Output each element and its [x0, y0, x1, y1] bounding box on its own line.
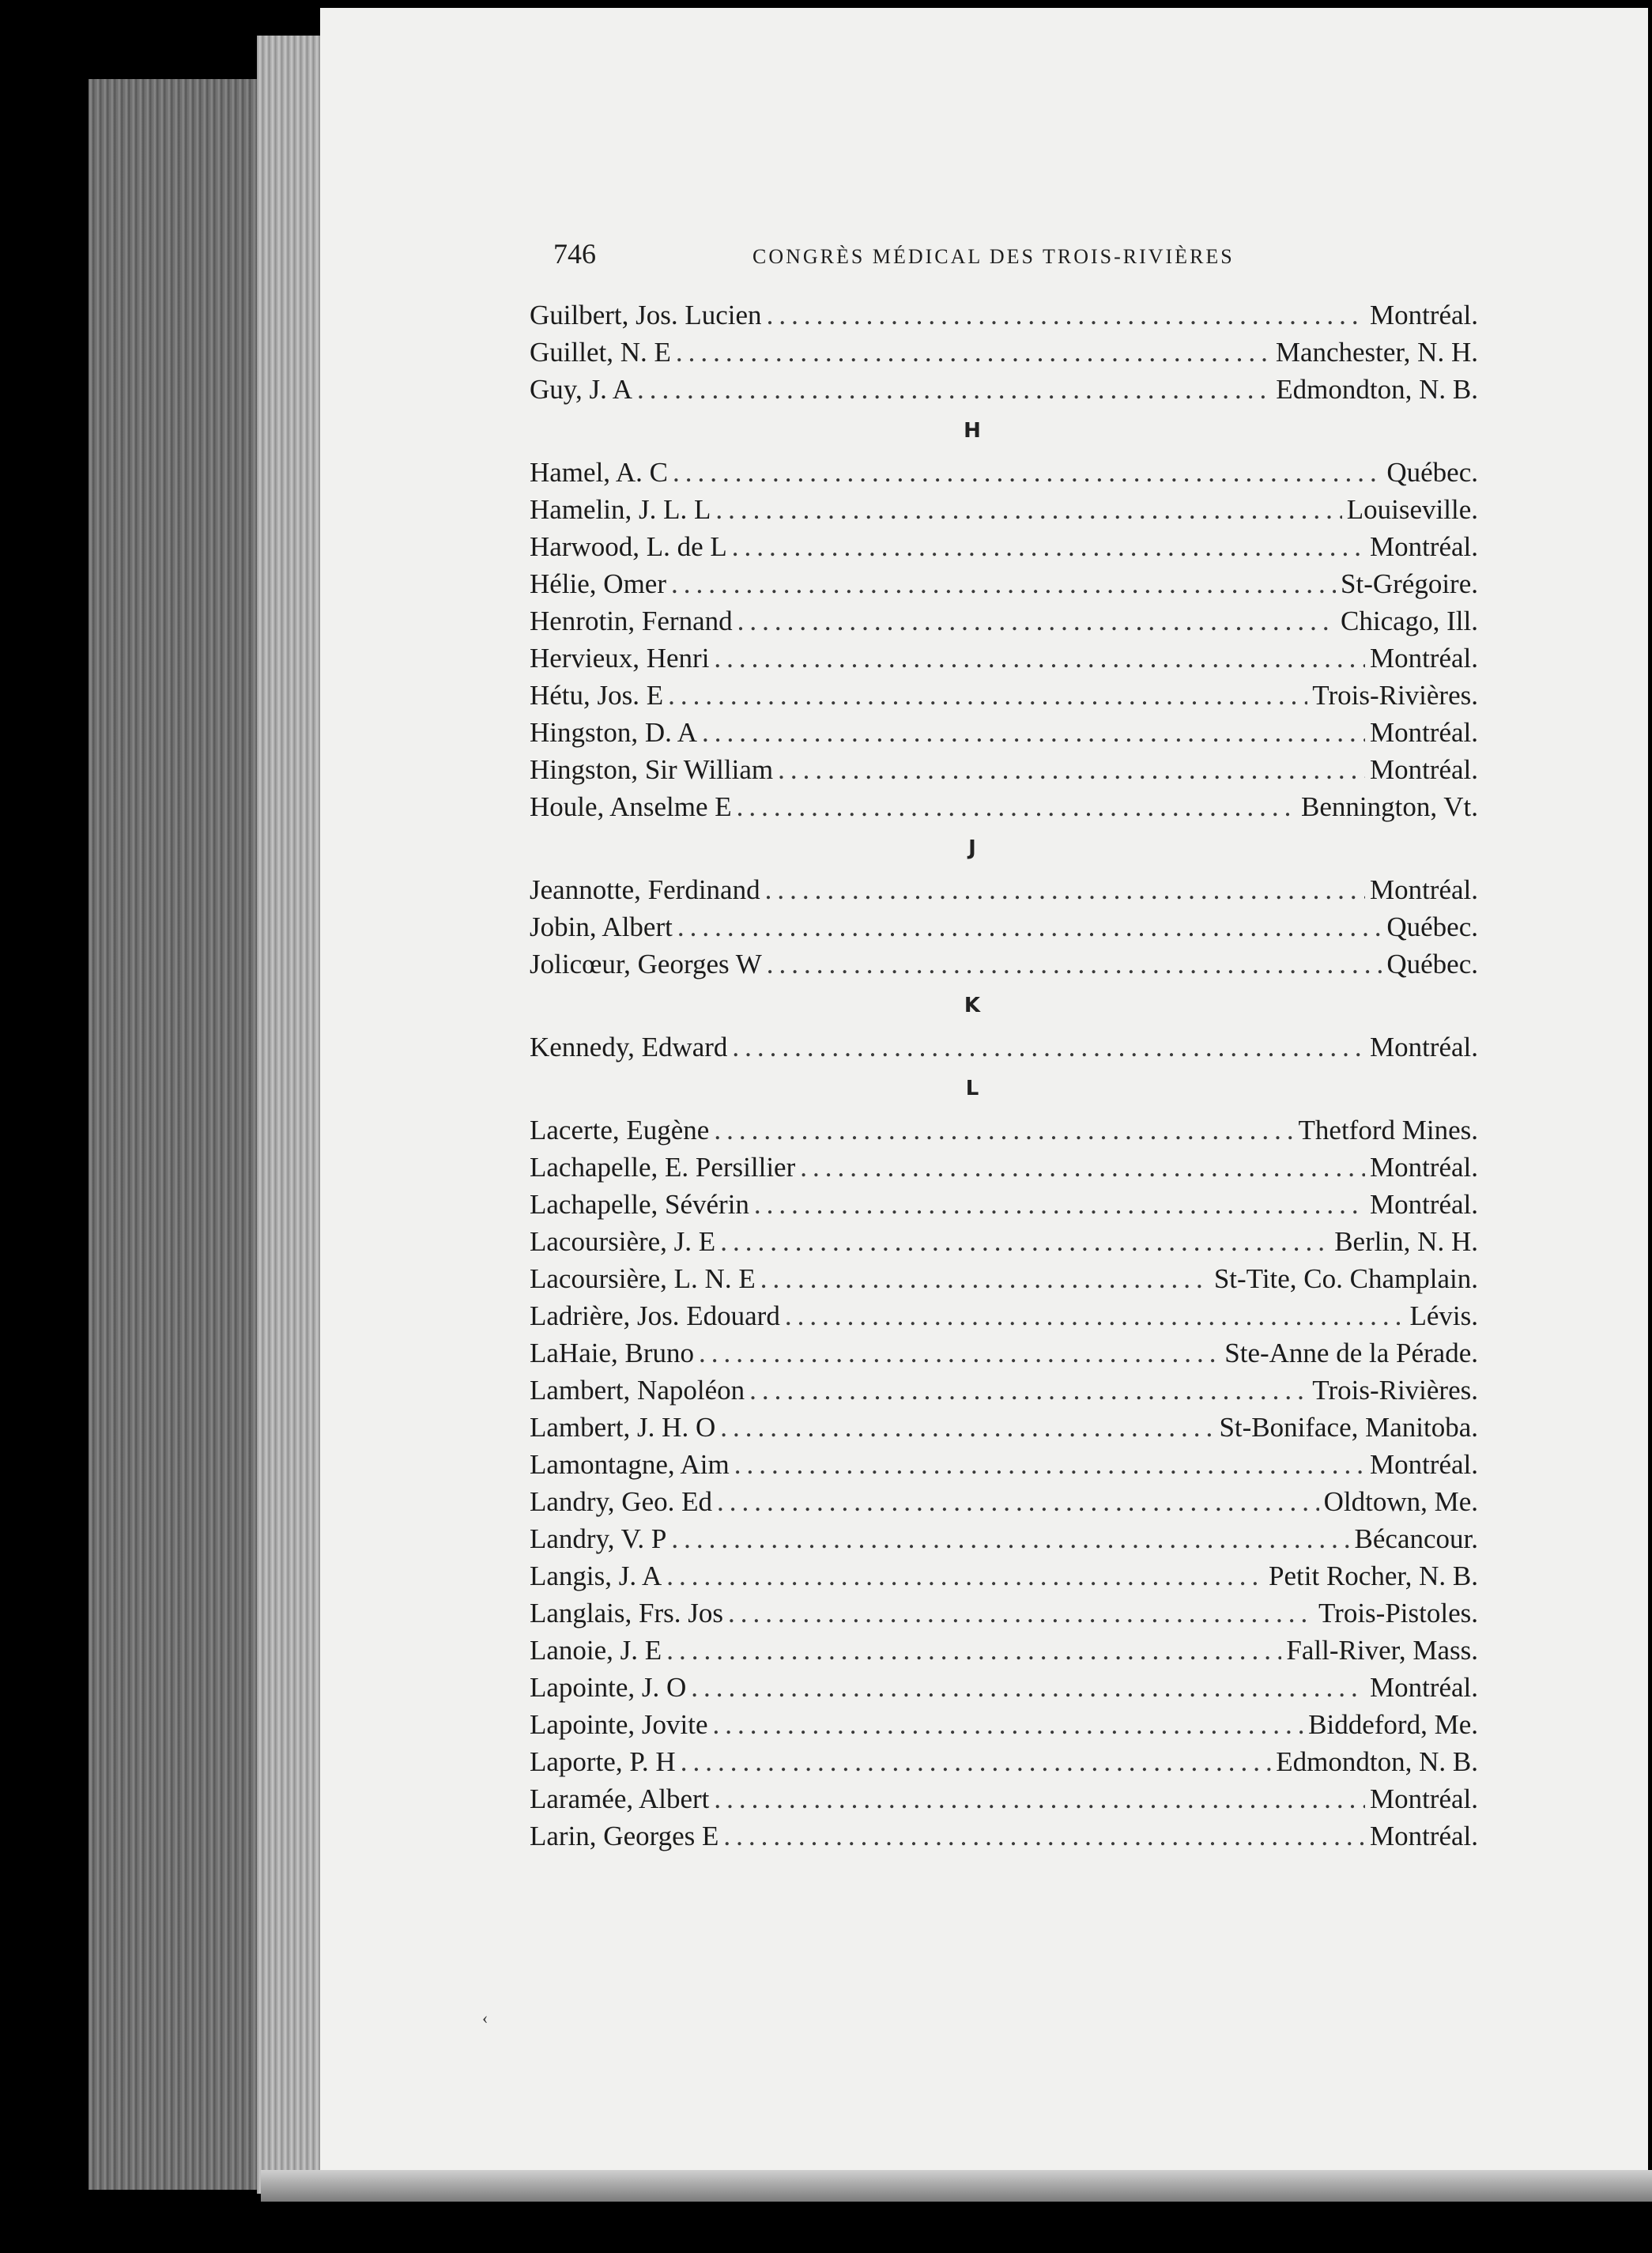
dot-leader: [778, 751, 1365, 788]
dot-leader: [676, 334, 1271, 371]
entry-place: Montréal.: [1369, 1152, 1478, 1183]
entry-place: Montréal.: [1369, 717, 1478, 748]
entry-name: Kennedy, Edward: [530, 1032, 728, 1062]
entry-name: Langis, J. A: [530, 1560, 662, 1591]
dot-leader: [673, 454, 1382, 491]
section-letter: K: [964, 994, 981, 1017]
directory-entry: [530, 871, 1478, 908]
directory-entry: [530, 788, 1478, 825]
directory-list: [530, 296, 1478, 1855]
directory-entry: [530, 1557, 1478, 1594]
ink-speck: ‹: [482, 2008, 488, 2028]
entry-name: Lanoie, J. E: [530, 1635, 662, 1666]
entry-place: Montréal.: [1369, 1672, 1478, 1703]
dot-leader: [671, 565, 1336, 602]
entry-name: Lacerte, Eugène: [530, 1115, 710, 1145]
entry-place: Trois-Pistoles.: [1318, 1598, 1478, 1628]
entry-place: Lévis.: [1409, 1300, 1478, 1331]
directory-entry: [530, 1334, 1478, 1372]
dot-leader: [732, 528, 1365, 565]
entry-name: Landry, Geo. Ed: [530, 1486, 712, 1517]
directory-entry: [530, 640, 1478, 677]
directory-entry: [530, 334, 1478, 371]
entry-place: Montréal.: [1369, 1449, 1478, 1480]
entry-place: Thetford Mines.: [1298, 1115, 1478, 1145]
directory-entry: [530, 1594, 1478, 1632]
dot-leader: [699, 1334, 1220, 1372]
section-letter: H: [964, 419, 981, 443]
entry-name: Jeannotte, Ferdinand: [530, 874, 760, 905]
dot-leader: [723, 1817, 1365, 1855]
directory-entry: [530, 454, 1478, 491]
directory-entry: [530, 1111, 1478, 1149]
page-number: 746: [553, 238, 596, 270]
entry-name: Lacoursière, J. E: [530, 1226, 716, 1257]
directory-entry: [530, 1409, 1478, 1446]
directory-entry: [530, 1223, 1478, 1260]
entry-name: LaHaie, Bruno: [530, 1338, 694, 1368]
dot-leader: [714, 1780, 1365, 1817]
directory-entry: [530, 528, 1478, 565]
directory-entry: [530, 751, 1478, 788]
dot-leader: [760, 1260, 1209, 1297]
entry-name: Hingston, Sir William: [530, 754, 774, 785]
entry-name: Langlais, Frs. Jos: [530, 1598, 723, 1628]
dot-leader: [713, 1706, 1304, 1743]
directory-entry: [530, 565, 1478, 602]
entry-name: Harwood, L. de L: [530, 531, 727, 562]
dot-leader: [749, 1372, 1307, 1409]
dot-leader: [666, 1632, 1281, 1669]
entry-place: St-Tite, Co. Champlain.: [1213, 1263, 1478, 1294]
entry-place: Montréal.: [1369, 1783, 1478, 1814]
entry-place: Montréal.: [1369, 643, 1478, 674]
directory-entry: [530, 1260, 1478, 1297]
entry-name: Hamelin, J. L. L: [530, 494, 711, 525]
entry-place: Montréal.: [1369, 1189, 1478, 1220]
entry-name: Lambert, J. H. O: [530, 1412, 716, 1443]
directory-entry: [530, 602, 1478, 640]
entry-place: Ste-Anne de la Pérade.: [1224, 1338, 1478, 1368]
directory-entry: [530, 908, 1478, 945]
running-title: CONGRÈS MÉDICAL DES TROIS-RIVIÈRES: [752, 245, 1235, 268]
entry-name: Lambert, Napoléon: [530, 1375, 745, 1406]
page-bottom-shadow: [261, 2170, 1652, 2202]
dot-leader: [637, 371, 1271, 408]
dot-leader: [767, 945, 1382, 983]
entry-place: Bécancour.: [1354, 1523, 1478, 1554]
entry-name: Larin, Georges E: [530, 1821, 719, 1851]
entry-name: Jolicœur, Georges W: [530, 949, 762, 979]
section-letter: J: [968, 836, 976, 860]
directory-entry: [530, 491, 1478, 528]
directory-entry: [530, 1743, 1478, 1780]
entry-place: Louiseville.: [1346, 494, 1478, 525]
entry-place: St-Grégoire.: [1341, 568, 1478, 599]
entry-name: Laramée, Albert: [530, 1783, 710, 1814]
entry-place: Oldtown, Me.: [1323, 1486, 1478, 1517]
directory-entry: [530, 1149, 1478, 1186]
entry-place: Fall-River, Mass.: [1286, 1635, 1478, 1666]
entry-name: Lachapelle, E. Persillier: [530, 1152, 796, 1183]
entry-name: Laporte, P. H: [530, 1746, 676, 1777]
directory-entry: [530, 1780, 1478, 1817]
directory-entry: [530, 371, 1478, 408]
entry-name: Lamontagne, Aim: [530, 1449, 730, 1480]
entry-place: Québec.: [1386, 911, 1478, 942]
entry-name: Landry, V. P: [530, 1523, 667, 1554]
dot-leader: [691, 1669, 1365, 1706]
directory-entry: [530, 1669, 1478, 1706]
entry-name: Guilbert, Jos. Lucien: [530, 300, 762, 330]
dot-leader: [671, 1520, 1349, 1557]
directory-entry: [530, 1632, 1478, 1669]
entry-name: Hétu, Jos. E: [530, 680, 664, 711]
dot-leader: [728, 1594, 1314, 1632]
entry-name: Henrotin, Fernand: [530, 606, 733, 636]
directory-entry: [530, 1706, 1478, 1743]
entry-place: Petit Rocher, N. B.: [1269, 1560, 1478, 1591]
directory-entry: [530, 1483, 1478, 1520]
entry-name: Jobin, Albert: [530, 911, 673, 942]
entry-place: Biddeford, Me.: [1308, 1709, 1478, 1740]
directory-entry: [530, 296, 1478, 334]
dot-leader: [668, 677, 1307, 714]
page-header: [553, 237, 1581, 277]
dot-leader: [666, 1557, 1264, 1594]
dot-leader: [702, 714, 1365, 751]
dot-leader: [715, 491, 1341, 528]
directory-entry: [530, 1297, 1478, 1334]
entry-name: Lapointe, J. O: [530, 1672, 687, 1703]
entry-name: Hingston, D. A: [530, 717, 697, 748]
dot-leader: [732, 1028, 1365, 1066]
entry-place: Trois-Rivières.: [1312, 680, 1478, 711]
dot-leader: [754, 1186, 1365, 1223]
dot-leader: [717, 1483, 1319, 1520]
dot-leader: [737, 788, 1296, 825]
directory-entry: [530, 677, 1478, 714]
dot-leader: [767, 296, 1365, 334]
entry-name: Guillet, N. E: [530, 337, 671, 368]
entry-name: Lapointe, Jovite: [530, 1709, 708, 1740]
entry-name: Hélie, Omer: [530, 568, 666, 599]
dot-leader: [785, 1297, 1405, 1334]
entry-place: Edmondton, N. B.: [1276, 1746, 1478, 1777]
section-letter: L: [965, 1077, 979, 1100]
book-page-edges: [89, 79, 278, 2190]
entry-place: Montréal.: [1369, 754, 1478, 785]
entry-place: Montréal.: [1369, 300, 1478, 330]
dot-leader: [720, 1223, 1330, 1260]
entry-place: Trois-Rivières.: [1312, 1375, 1478, 1406]
entry-place: Montréal.: [1369, 1032, 1478, 1062]
dot-leader: [714, 640, 1365, 677]
entry-name: Hamel, A. C: [530, 457, 668, 488]
entry-name: Ladrière, Jos. Edouard: [530, 1300, 780, 1331]
directory-entry: [530, 945, 1478, 983]
entry-name: Houle, Anselme E: [530, 791, 732, 822]
dot-leader: [681, 1743, 1272, 1780]
directory-entry: [530, 1446, 1478, 1483]
entry-place: Montréal.: [1369, 531, 1478, 562]
dot-leader: [714, 1111, 1293, 1149]
entry-name: Guy, J. A: [530, 374, 632, 405]
dot-leader: [734, 1446, 1365, 1483]
directory-entry: [530, 1028, 1478, 1066]
entry-place: St-Boniface, Manitoba.: [1219, 1412, 1478, 1443]
entry-name: Lacoursière, L. N. E: [530, 1263, 756, 1294]
entry-place: Manchester, N. H.: [1275, 337, 1478, 368]
entry-place: Berlin, N. H.: [1334, 1226, 1478, 1257]
directory-entry: [530, 1372, 1478, 1409]
entry-place: Chicago, Ill.: [1341, 606, 1478, 636]
entry-name: Lachapelle, Sévérin: [530, 1189, 749, 1220]
entry-place: Québec.: [1386, 949, 1478, 979]
dot-leader: [720, 1409, 1214, 1446]
entry-place: Québec.: [1386, 457, 1478, 488]
directory-entry: [530, 1186, 1478, 1223]
directory-entry: [530, 714, 1478, 751]
entry-place: Montréal.: [1369, 1821, 1478, 1851]
dot-leader: [765, 871, 1365, 908]
dot-leader: [677, 908, 1382, 945]
dot-leader: [737, 602, 1336, 640]
directory-entry: [530, 1520, 1478, 1557]
directory-entry: [530, 1817, 1478, 1855]
entry-place: Edmondton, N. B.: [1276, 374, 1478, 405]
dot-leader: [800, 1149, 1365, 1186]
entry-name: Hervieux, Henri: [530, 643, 710, 674]
entry-place: Bennington, Vt.: [1301, 791, 1478, 822]
entry-place: Montréal.: [1369, 874, 1478, 905]
